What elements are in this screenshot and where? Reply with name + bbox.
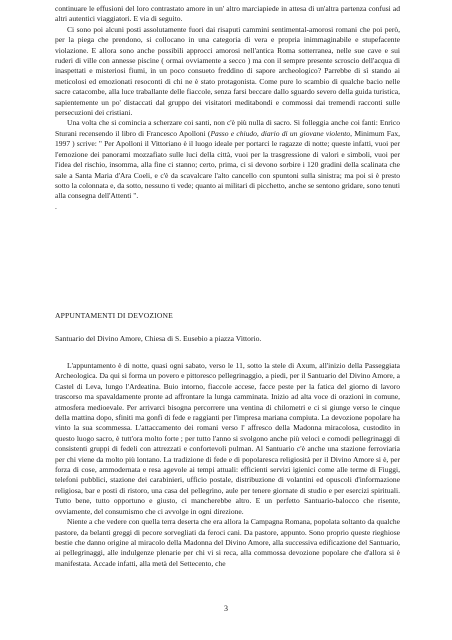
page-number: 3: [224, 604, 228, 613]
quote-intro-text: Una volta che si comincia a scherzare coi santi, non c'è più nulla di sacro. Si folleggia anche coi fanti: Enrico Sturani recensendo il libro di Francesco Apolloni (: [55, 118, 400, 138]
section-heading: APPUNTAMENTI DI DEVOZIONE: [55, 311, 173, 320]
upper-text-block: [55, 4, 400, 212]
book-title: Passo e chiudo, diario di un giovane violento: [210, 128, 351, 138]
pilgrimage-paragraph: L'appuntamento è di notte, quasi ogni sabato, verso le 11, sotto la stele di Axum, all'inizio della Passeggiata Archeologica. Da qui si forma un povero e pittoresco pellegrinaggio, a piedi, per il Santuario del Divino Amore, a Castel di Leva, lungo l'Ardeatina. Buio intorno, fiaccole accese, facce peste per la fatica del giorno di lavoro trascorso ma spavaldamente pronte ad affrontare la lunga camminata. Inizio ad alta voce di orazioni in comune, atmosfera medioevale. Per arrivarci bisogna percorrere una ventina di chilometri e ci si giunge verso le cinque della mattina dopo, sfiniti ma gonfi di fede e raggianti per l'impresa mariana compiuta. La devozione popolare ha vinto la sua scommessa. L'attaccamento dei romani verso l' affresco della Madonna miracolosa, custodito in questo luogo sacro, è tutt'ora molto forte ; per tutto l'anno si svolgono anche più veloci e comodi pellegrinaggi di consistenti gruppi di fedeli con attrezzati e confortevoli pulman. Al Santuario c'è anche una stazione ferroviaria per chi viene da molto più lontano. La tradizione di fede e di popolaresca religiosità per il Divino Amore si è, per forza di cose, ammodernata e resa agevole ai tempi attuali: efficienti servizi igienici come alle terme di Fiuggi, telefoni pubblici, stazione dei carabinieri, ufficio postale, distribuzione di volantini ed opuscoli d'informazione religiosa, bar e posti di ristoro, una casa del pellegrino, aule per tenere giornate di studio e per esercizi spirituali. Tutto bene, tutto opportuno e giusto, ci mancherebbe altro. E un perfetto Santuario-balocco che risente, ovviamente, del consumismo che ci avvolge in ogni direzione.: [55, 361, 400, 516]
opening-paragraph: continuare le effusioni del loro contrastato amore in un' altro marciapiede in attesa di un'altra partenza confusi ad altri autentici viaggiatori. E via di seguito.: [55, 4, 400, 24]
quote-paragraph: [55, 118, 400, 201]
catacombs-paragraph: Ci sono poi alcuni posti assolutamente fuori dai risaputi cammini sentimental-amorosi romani che poi però, per la piega che prendono, si collocano in una categoria di vera e propria inimmaginabile e stupefacente violazione. E allora sono anche possibili approcci amorosi nell'antica Roma sotterranea, nelle sue cave e sui ruderi di ville con annesse piscine ( ormai ovviamente a secco ) ma con il sempre presente scroscio dell'acqua di inaspettati e misteriosi fiumi, in un poco consueto freddino di sapore archeologico? Parrebbe di sì stando ai meticolosi ed emozionati resoconti di chi ne è stato protagonista. Come pure lo scambio di qualche bacio nelle sacre catacombe, alla luce traballante delle fiaccole, senza farsi beccare dallo sguardo severo della guida turistica, sapientemente un po' distaccati dal gruppo dei visitatori meditabondi e commossi dai tremendi racconti sulle persecuzioni dei cristiani.: [55, 24, 400, 118]
history-paragraph: Niente a che vedere con quella terra deserta che era allora la Campagna Romana, popolata soltanto da qualche pastore, da belanti greggi di pecore sorvegliati da feroci cani. Da pastore, appunto. Sono proprio queste rieghiose bestie che danno origine al miracolo della Madonna del Divino Amore, alla successiva edificazione del Santuario, ai pellegrinaggi, alle indulgenze plenarie per chi vi si reca, alla commossa devozione popolare che d'allora si è manifestata. Accade infatti, alla metà del Settecento, che: [55, 517, 400, 568]
stray-mark: .: [55, 201, 57, 211]
quote-body-text: , Minimum Fax, 1997 ) scrive: " Per Apolloni il Vittoriano è il luogo ideale per portarci le ragazze di notte; queste infatti, vuoi per l'emozione dei panorami mozzafiato sulle luci della città, vuoi per la trasgressione di valori e simboli, vuoi per l'idea del rischio, insomma, alla fine ci stanno; certo, prima, ci si devono sorbire i 120 gradini della scalinata che sale a Santa Maria d'Ara Coeli, e c'è da scavalcare l'alto cancello con spuntoni sulla sinistra; ma poi si è presto sotto la colonnata e, da sotto, nessuno ti vede; quanto ai militari di picchetto, anche se sentono gridare, sono tenuti alla consegna dell'Attenti ".: [55, 128, 400, 201]
lower-text-block: [55, 361, 400, 569]
section-subtitle: Santuario del Divino Amore, Chiesa di S. Eusebio a piazza Vittorio.: [55, 334, 262, 343]
